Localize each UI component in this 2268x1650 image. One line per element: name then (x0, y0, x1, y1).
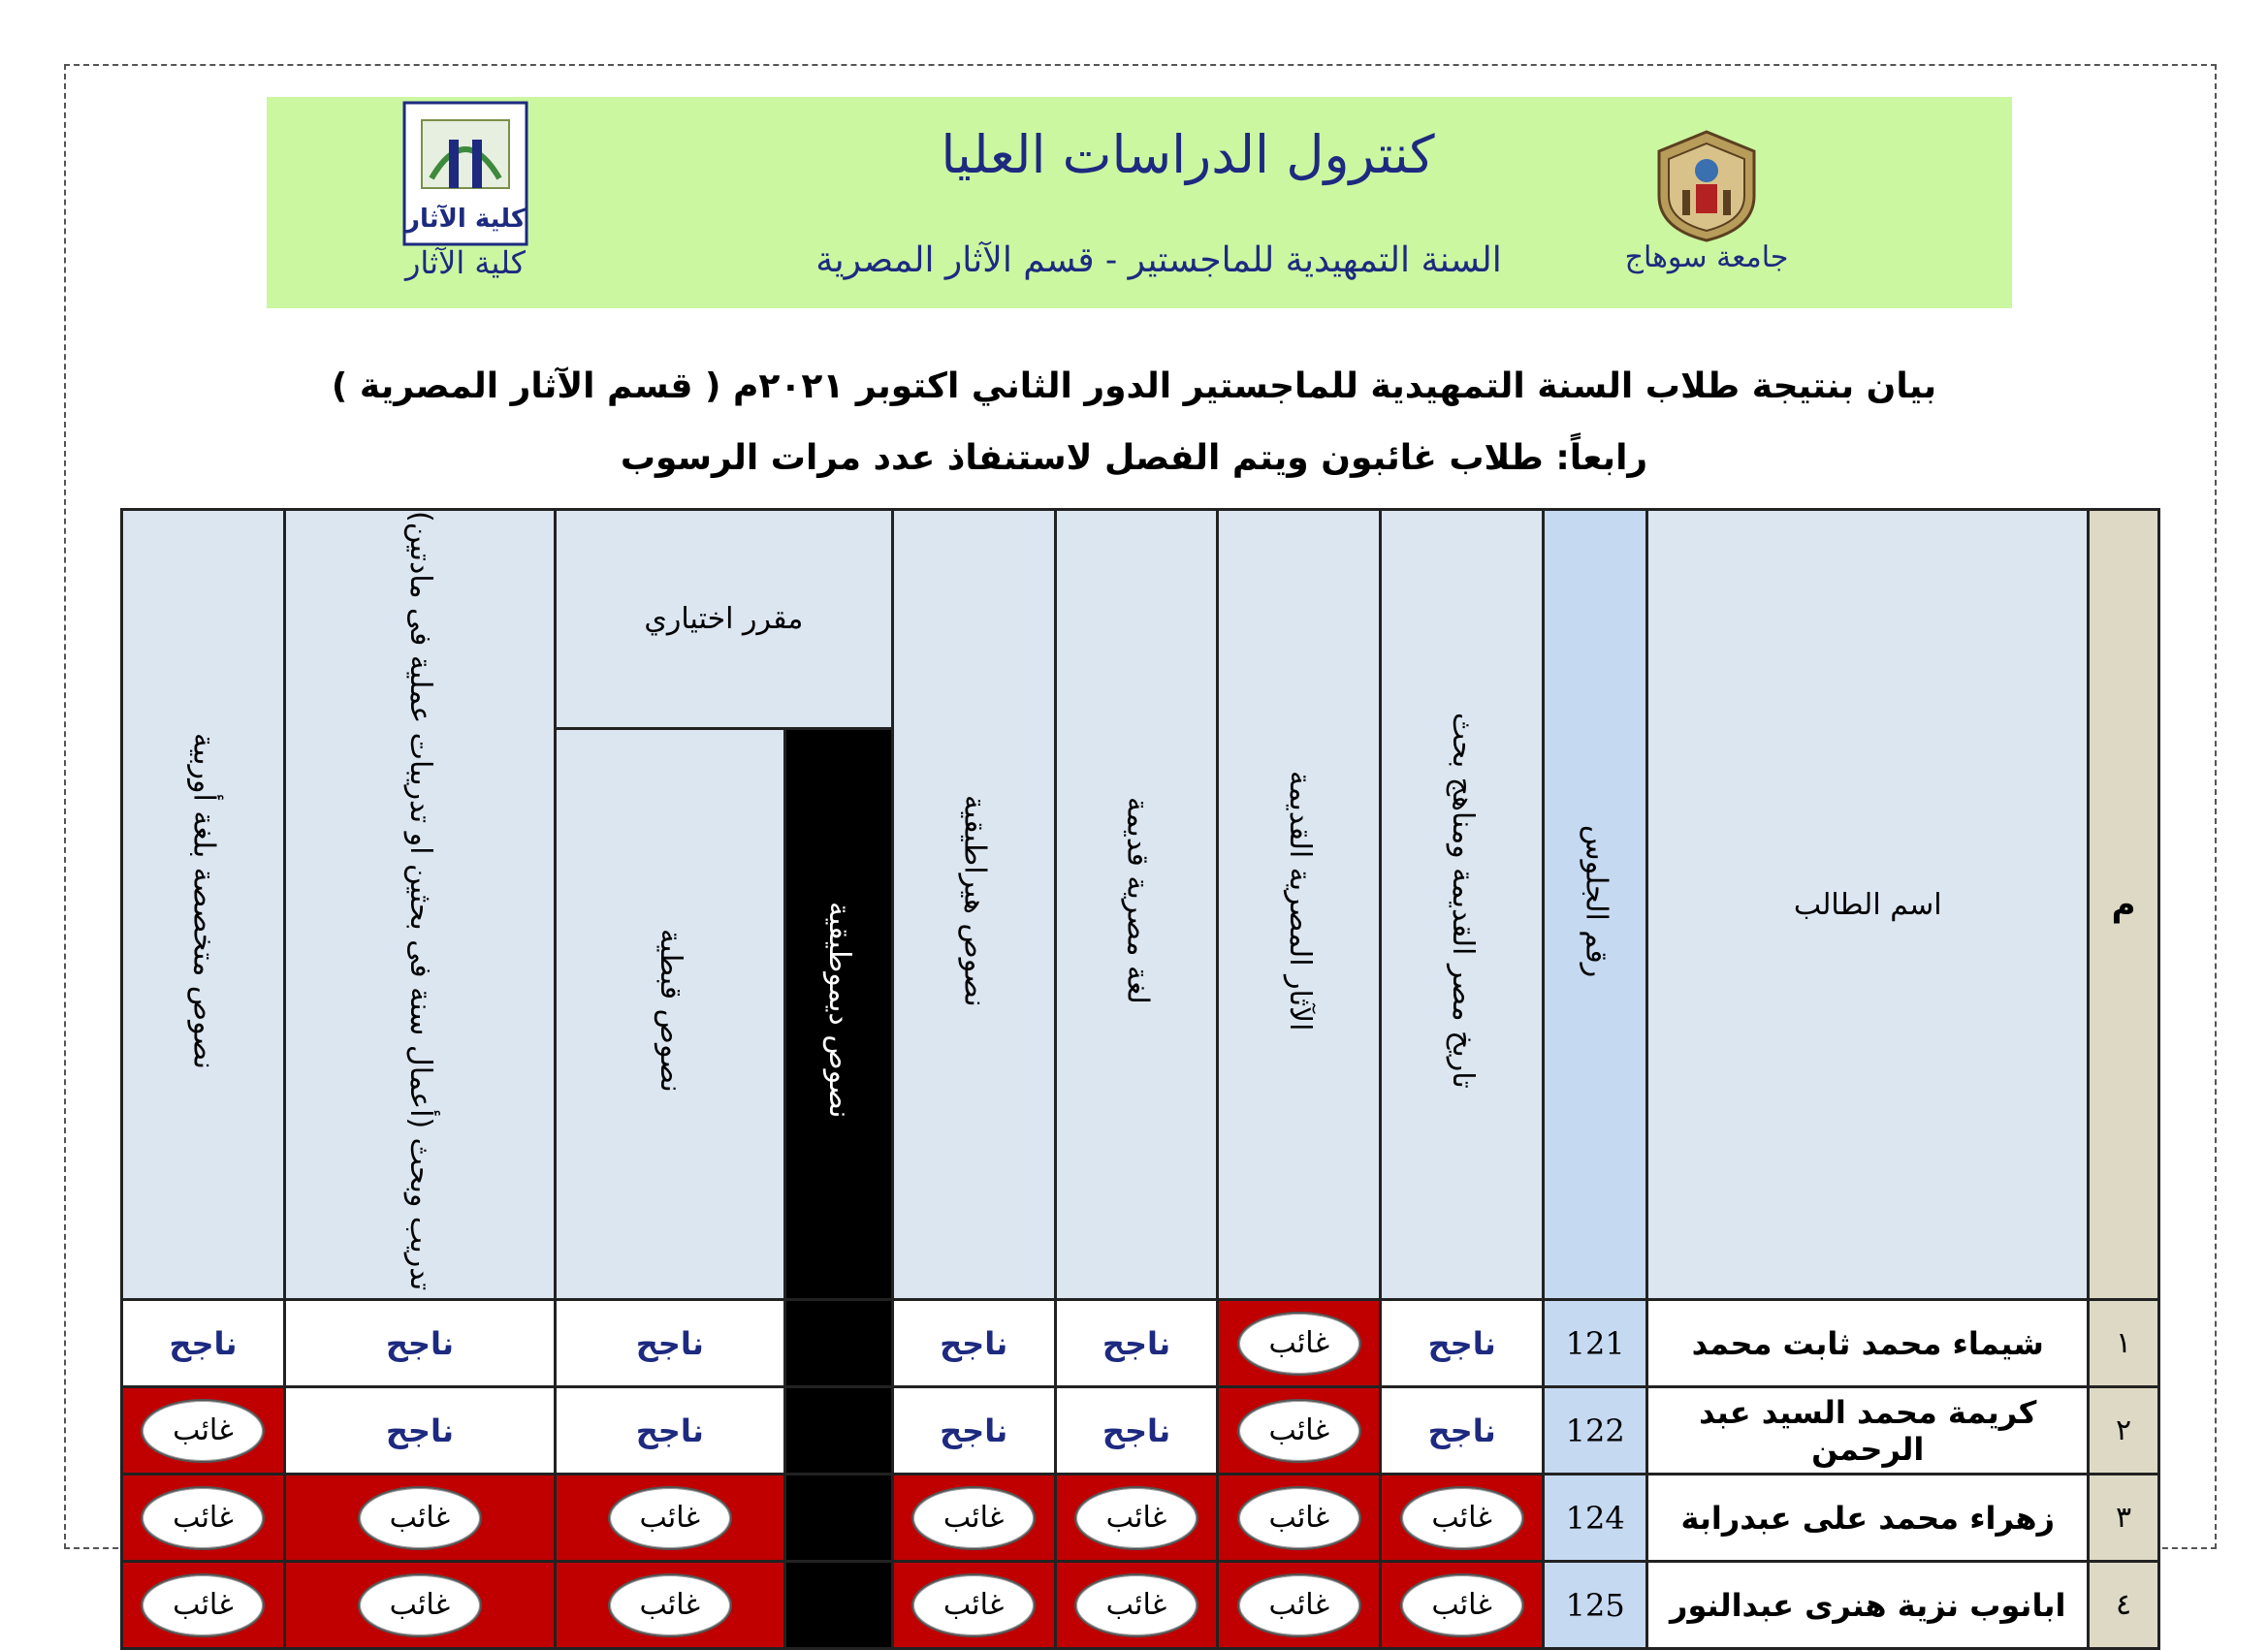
result-cell (122, 1387, 285, 1475)
result-cell (1218, 1387, 1381, 1475)
absent-badge: غائب (1074, 1573, 1198, 1637)
absent-badge: غائب (141, 1486, 265, 1550)
header-subject-antiquities: الآثار المصرية القديمة (1218, 510, 1381, 1300)
result-cell (284, 1562, 555, 1649)
result-cell (1381, 1562, 1544, 1649)
absent-badge: غائب (358, 1573, 482, 1637)
header-subject-coptic: نصوص قبطية (555, 729, 784, 1300)
row-index: ٣ (2089, 1475, 2159, 1562)
table-row (122, 1475, 2159, 1562)
faculty-caption: كلية الآثار (404, 244, 527, 281)
header-banner (267, 97, 2012, 308)
banner-title: كنترول الدراسات العليا (941, 124, 1435, 185)
absent-badge: غائب (1400, 1486, 1524, 1550)
result-cell (1055, 1562, 1218, 1649)
absent-badge: غائب (1237, 1312, 1361, 1376)
absent-badge: غائب (1237, 1486, 1361, 1550)
result-cell: ناجح (122, 1300, 285, 1387)
header-subject-demotic: نصوص ديموطيقية (784, 729, 892, 1300)
result-cell (122, 1562, 285, 1649)
absent-badge: غائب (608, 1486, 732, 1550)
result-cell: ناجح (284, 1387, 555, 1475)
header-subject-training: تدريب وبحث (أعمال سنة فى بحثين او تدريبات عملية فى مادتين) (284, 510, 555, 1300)
absent-badge: غائب (1237, 1399, 1361, 1463)
result-cell (555, 1562, 784, 1649)
header-subject-language: لغة مصرية قديمة (1055, 510, 1218, 1300)
result-cell (1218, 1562, 1381, 1649)
student-name: شيماء محمد ثابت محمد (1647, 1300, 2089, 1387)
seat-number: 125 (1544, 1562, 1647, 1649)
header-seat-number: رقم الجلوس (1544, 510, 1647, 1300)
seat-number: 121 (1544, 1300, 1647, 1387)
document-heading: بيان بنتيجة طلاب السنة التمهيدية للماجستير الدور الثاني اكتوبر ٢٠٢١م ( قسم الآثار المصرية ) (331, 366, 1937, 406)
row-index: ٢ (2089, 1387, 2159, 1475)
result-cell: ناجح (1055, 1300, 1218, 1387)
university-seal-icon (1653, 128, 1760, 244)
result-cell (1218, 1300, 1381, 1387)
seat-number: 124 (1544, 1475, 1647, 1562)
header-index: م (2089, 510, 2159, 1300)
absent-badge: غائب (1400, 1573, 1524, 1637)
header-student-name: اسم الطالب (1647, 510, 2089, 1300)
result-cell (1218, 1475, 1381, 1562)
result-cell (892, 1562, 1055, 1649)
banner-subtitle: السنة التمهيدية للماجستير - قسم الآثار المصرية (815, 240, 1502, 280)
absent-badge: غائب (911, 1486, 1036, 1550)
elective-unused-cell (784, 1300, 892, 1387)
university-caption: جامعة سوهاج (1624, 240, 1789, 274)
student-name: زهراء محمد على عبدرابة (1647, 1475, 2089, 1562)
result-cell: ناجح (1381, 1387, 1544, 1475)
absent-badge: غائب (141, 1573, 265, 1637)
faculty-logo-icon (402, 101, 528, 246)
result-cell (892, 1475, 1055, 1562)
elective-unused-cell (784, 1387, 892, 1475)
result-cell: ناجح (555, 1300, 784, 1387)
result-cell: ناجح (1055, 1387, 1218, 1475)
row-index: ٤ (2089, 1562, 2159, 1649)
seat-number: 122 (1544, 1387, 1647, 1475)
result-cell (1381, 1475, 1544, 1562)
document-subheading: رابعاً: طلاب غائبون ويتم الفصل لاستنفاذ عدد مرات الرسوب (620, 438, 1648, 478)
result-cell: ناجح (892, 1387, 1055, 1475)
result-cell (555, 1475, 784, 1562)
faculty-logo-text: كلية الآثار (405, 205, 526, 234)
row-index: ١ (2089, 1300, 2159, 1387)
table-row (122, 1562, 2159, 1649)
header-subject-history: تاريخ مصر القديمة ومناهج بحث (1381, 510, 1544, 1300)
student-name: ابانوب نزية هنرى عبدالنور (1647, 1562, 2089, 1649)
absent-badge: غائب (1074, 1486, 1198, 1550)
absent-badge: غائب (608, 1573, 732, 1637)
result-cell: ناجح (284, 1300, 555, 1387)
result-cell (1055, 1475, 1218, 1562)
absent-badge: غائب (911, 1573, 1036, 1637)
result-cell (122, 1475, 285, 1562)
absent-badge: غائب (358, 1486, 482, 1550)
result-cell: ناجح (892, 1300, 1055, 1387)
header-elective-group: مقرر اختياري (555, 510, 892, 729)
absent-badge: غائب (141, 1399, 265, 1463)
result-cell: ناجح (1381, 1300, 1544, 1387)
header-subject-european-texts: نصوص متخصصة بلغة أوربية (122, 510, 285, 1300)
result-cell (284, 1475, 555, 1562)
elective-unused-cell (784, 1475, 892, 1562)
table-row (122, 1387, 2159, 1475)
table-row (122, 1300, 2159, 1387)
absent-badge: غائب (1237, 1573, 1361, 1637)
student-name: كريمة محمد السيد عبد الرحمن (1647, 1387, 2089, 1475)
results-table (120, 508, 2160, 1650)
elective-unused-cell (784, 1562, 892, 1649)
header-subject-hieratic: نصوص هيراطيقية (892, 510, 1055, 1300)
result-cell: ناجح (555, 1387, 784, 1475)
